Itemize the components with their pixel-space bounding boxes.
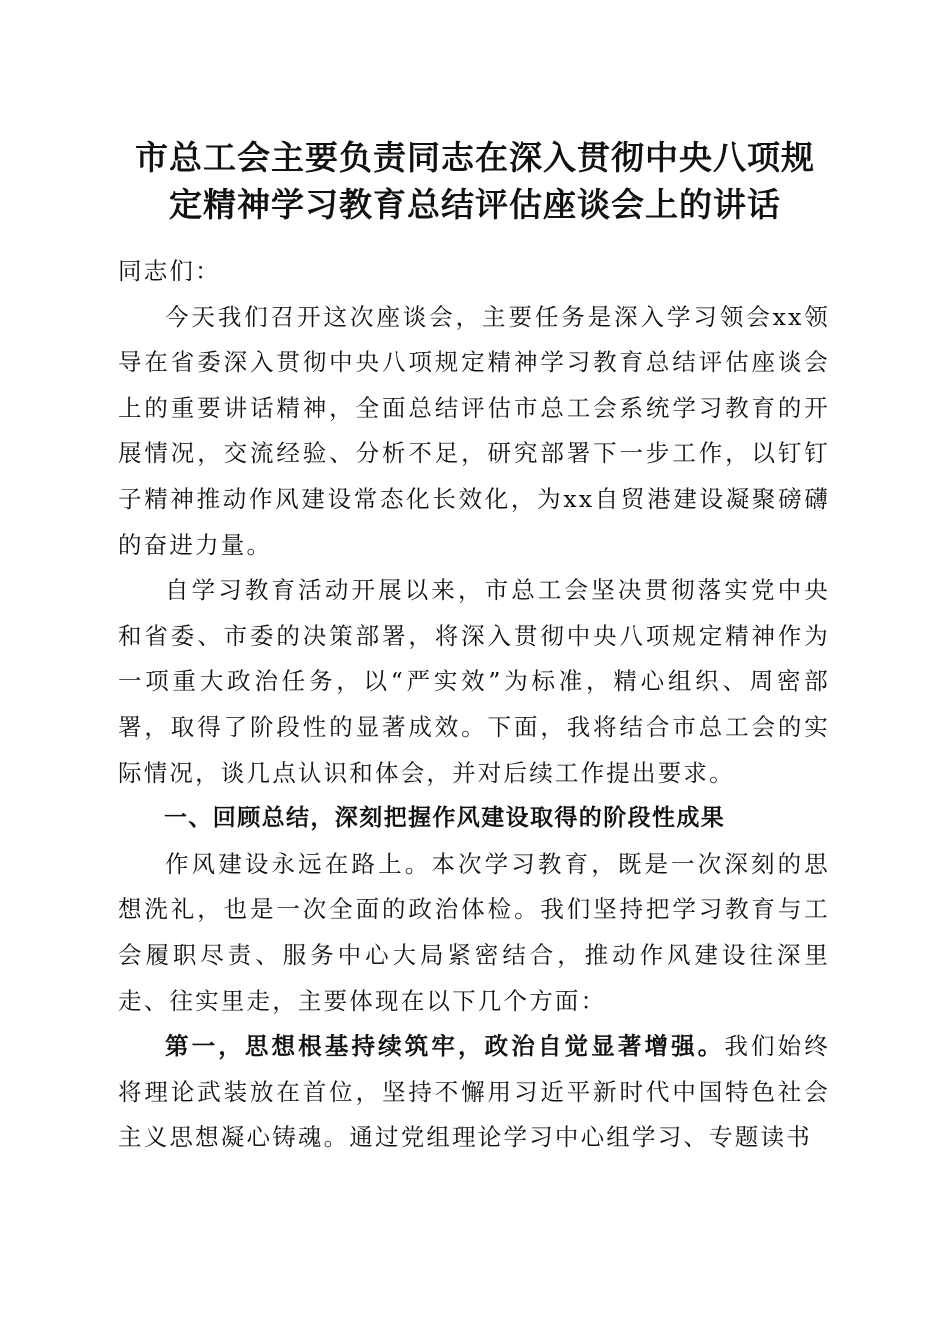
paragraph-2: 自学习教育活动开展以来，市总工会坚决贯彻落实党中央和省委、市委的决策部署，将深入贯彻中央八项规定精神作为一项重大政治任务，以“严实效”为标准，精心组织、周密部署，取得了阶段性的显著成效。下面，我将结合市总工会的实际情况，谈几点认识和体会，并对后续工作提出要求。 <box>118 576 830 787</box>
document-body <box>118 249 830 1161</box>
paragraph-3: 作风建设永远在路上。本次学习教育，既是一次深刻的思想洗礼，也是一次全面的政治体检。我们坚持把学习教育与工会履职尽责、服务中心大局紧密结合，推动作风建设往深里走、往实里走，主要体现在以下几个方面： <box>118 849 830 1015</box>
paragraph-1: 今天我们召开这次座谈会，主要任务是深入学习领会xx领导在省委深入贯彻中央八项规定精神学习教育总结评估座谈会上的重要讲话精神，全面总结评估市总工会系统学习教育的开展情况，交流经验、分析不足，研究部署下一步工作，以钉钉子精神推动作风建设常态化长效化，为xx自贸港建设凝聚磅礴的奋进力量。 <box>118 302 830 559</box>
document-title <box>100 134 850 228</box>
paragraph-4-text: 我们始终将理论武装放在首位，坚持不懈用习近平新时代中国特色社会主义思想凝心铸魂。通过党组理论学习中心组学习、专题读书 <box>118 1032 830 1152</box>
salutation: 同志们： <box>118 257 221 285</box>
section-1-heading: 一、回顾总结，深刻把握作风建设取得的阶段性成果 <box>164 805 726 832</box>
title-line-1: 市总工会主要负责同志在深入贯彻中央八项规 <box>135 138 815 177</box>
paragraph-4-lead: 第一，思想根基持续筑牢，政治自觉显著增强。 <box>165 1032 725 1061</box>
title-line-2: 定精神学习教育总结评估座谈会上的讲话 <box>169 185 781 224</box>
paragraph-4 <box>118 1024 830 1161</box>
